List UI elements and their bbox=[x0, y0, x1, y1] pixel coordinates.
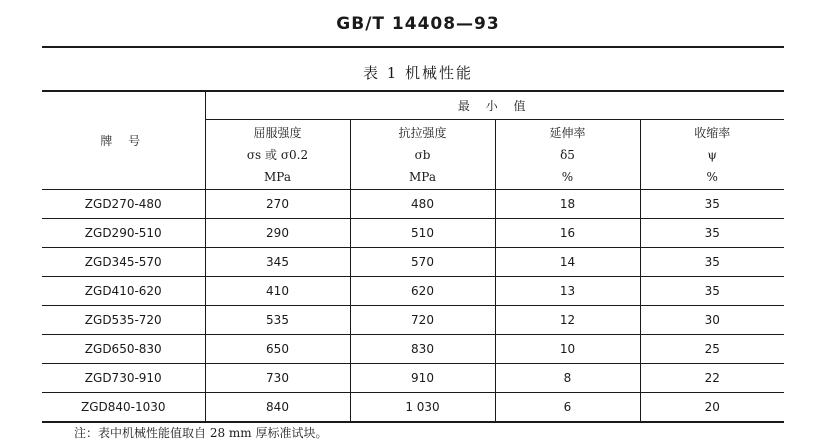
group-header-minimum: 最 小 值 bbox=[205, 91, 784, 120]
column-header-elongation bbox=[495, 120, 640, 190]
reduction-cell: 20 bbox=[640, 393, 784, 423]
grade-cell: ZGD650-830 bbox=[42, 335, 205, 364]
table-row bbox=[42, 219, 784, 248]
yield-cell: 535 bbox=[205, 306, 350, 335]
column-unit: % bbox=[706, 169, 718, 184]
yield-cell: 290 bbox=[205, 219, 350, 248]
elongation-cell: 13 bbox=[495, 277, 640, 306]
column-unit: % bbox=[561, 169, 574, 184]
column-header-reduction bbox=[640, 120, 784, 190]
elongation-cell: 18 bbox=[495, 190, 640, 219]
table-caption: 表 1 机械性能 bbox=[362, 64, 474, 82]
grade-cell: ZGD345-570 bbox=[42, 248, 205, 277]
grade-cell: ZGD535-720 bbox=[42, 306, 205, 335]
column-symbol: σs 或 σ0.2 bbox=[246, 147, 309, 162]
yield-cell: 410 bbox=[205, 277, 350, 306]
standard-code: GB/T 14408—93 bbox=[336, 14, 500, 34]
yield-cell: 840 bbox=[205, 393, 350, 423]
table-row bbox=[42, 277, 784, 306]
grade-cell: ZGD730-910 bbox=[42, 364, 205, 393]
elongation-cell: 14 bbox=[495, 248, 640, 277]
column-name: 延伸率 bbox=[549, 125, 586, 140]
column-header-yield bbox=[205, 120, 350, 190]
elongation-cell: 6 bbox=[495, 393, 640, 423]
reduction-cell: 22 bbox=[640, 364, 784, 393]
column-name: 屈服强度 bbox=[253, 125, 302, 140]
reduction-cell: 35 bbox=[640, 219, 784, 248]
column-unit: MPa bbox=[264, 169, 291, 184]
reduction-cell: 35 bbox=[640, 248, 784, 277]
yield-cell: 270 bbox=[205, 190, 350, 219]
table-row bbox=[42, 364, 784, 393]
yield-cell: 345 bbox=[205, 248, 350, 277]
reduction-cell: 35 bbox=[640, 190, 784, 219]
tensile-cell: 480 bbox=[350, 190, 495, 219]
mechanical-properties-table bbox=[42, 90, 784, 423]
tensile-cell: 510 bbox=[350, 219, 495, 248]
header-rule bbox=[42, 46, 784, 48]
tensile-cell: 1 030 bbox=[350, 393, 495, 423]
reduction-cell: 30 bbox=[640, 306, 784, 335]
tensile-cell: 720 bbox=[350, 306, 495, 335]
table-row bbox=[42, 393, 784, 423]
column-name: 收缩率 bbox=[694, 125, 731, 140]
reduction-cell: 35 bbox=[640, 277, 784, 306]
tensile-cell: 570 bbox=[350, 248, 495, 277]
table-row bbox=[42, 248, 784, 277]
table-footnote: 注：表中机械性能值取自 28 mm 厚标准试块。 bbox=[74, 426, 328, 440]
tensile-cell: 620 bbox=[350, 277, 495, 306]
grade-cell: ZGD840-1030 bbox=[42, 393, 205, 423]
tensile-cell: 830 bbox=[350, 335, 495, 364]
column-header-tensile bbox=[350, 120, 495, 190]
grade-cell: ZGD410-620 bbox=[42, 277, 205, 306]
column-unit: MPa bbox=[409, 169, 436, 184]
elongation-cell: 10 bbox=[495, 335, 640, 364]
reduction-cell: 25 bbox=[640, 335, 784, 364]
column-symbol: ψ bbox=[707, 147, 717, 162]
elongation-cell: 12 bbox=[495, 306, 640, 335]
grade-cell: ZGD290-510 bbox=[42, 219, 205, 248]
grade-cell: ZGD270-480 bbox=[42, 190, 205, 219]
brand-header: 牌 号 bbox=[42, 91, 205, 190]
yield-cell: 650 bbox=[205, 335, 350, 364]
column-name: 抗拉强度 bbox=[398, 125, 447, 140]
elongation-cell: 8 bbox=[495, 364, 640, 393]
column-symbol: δ5 bbox=[560, 147, 575, 162]
yield-cell: 730 bbox=[205, 364, 350, 393]
tensile-cell: 910 bbox=[350, 364, 495, 393]
table-row bbox=[42, 306, 784, 335]
elongation-cell: 16 bbox=[495, 219, 640, 248]
column-symbol: σb bbox=[414, 147, 431, 162]
table-row bbox=[42, 190, 784, 219]
table-row bbox=[42, 335, 784, 364]
